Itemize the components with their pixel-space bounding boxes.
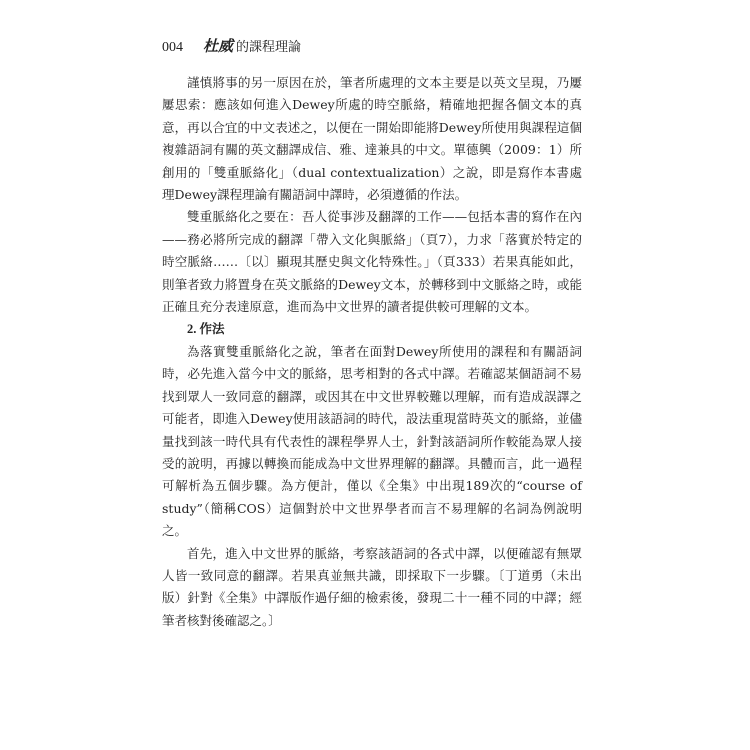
page-number: 004 xyxy=(162,40,183,55)
section-heading: 2. 作法 xyxy=(187,322,225,337)
book-title-rest: 的課程理論 xyxy=(236,40,302,55)
paragraph: 雙重脈絡化之要在：吾人從事涉及翻譯的工作——包括本書的寫作在內——務必將所完成的翻譯「帶入文化與脈絡」（頁7），力求「落實於特定的時空脈絡……〔以〕顯現其歷史與文化特殊性。」（頁333）若果真能如此，則筆者致力將置身在英文脈絡的Dewey文本，於轉移到中文脈絡之時，或能正確且充分表達原意，進而為中文世界的讀者提供較可理解的文本。 xyxy=(162,209,582,315)
paragraph: 首先，進入中文世界的脈絡，考察該語詞的各式中譯，以便確認有無眾人皆一致同意的翻譯。若果真並無共識，即採取下一步驟。〔丁道勇（未出版）針對《全集》中譯版作過仔細的檢索後，發現二十一種不同的中譯；經筆者核對後確認之。〕 xyxy=(162,545,582,628)
paragraph: 為落實雙重脈絡化之說，筆者在面對Dewey所使用的課程和有關語詞時，必先進入當今中文的脈絡，思考相對的各式中譯。若確認某個語詞不易找到眾人一致同意的翻譯，或因其在中文世界較難以理解，而有造成誤譯之可能者，即進入Dewey使用該語詞的時代，設法重現當時英文的脈絡，並儘量找到該一時代具有代表性的課程學界人士，針對該語詞所作較能為眾人接受的說明，再據以轉換而能成為中文世界理解的翻譯。具體而言，此一過程可解析為五個步驟。為方便計，僅以《全集》中出現189次的“course of study”（簡稱COS）這個對於中文世界學者而言不易理解的名詞為例說明之。 xyxy=(162,343,582,539)
paragraph: 謹慎將事的另一原因在於，筆者所處理的文本主要是以英文呈現，乃屢屢思索：應該如何進入Dewey所處的時空脈絡，精確地把握各個文本的真意，再以合宜的中文表述之，以便在一開始即能將Dewey所使用與課程這個複雜語詞有關的英文翻譯成信、雅、達兼具的中文。單德興（2009：1）所創用的「雙重脈絡化」（dual contextualization）之說，即是寫作本書處理Dewey課程理論有關語詞中譯時，必須遵循的作法。 xyxy=(162,75,582,203)
running-header xyxy=(162,35,301,59)
body-text xyxy=(162,72,582,632)
book-title-author: 杜威 xyxy=(203,37,234,55)
